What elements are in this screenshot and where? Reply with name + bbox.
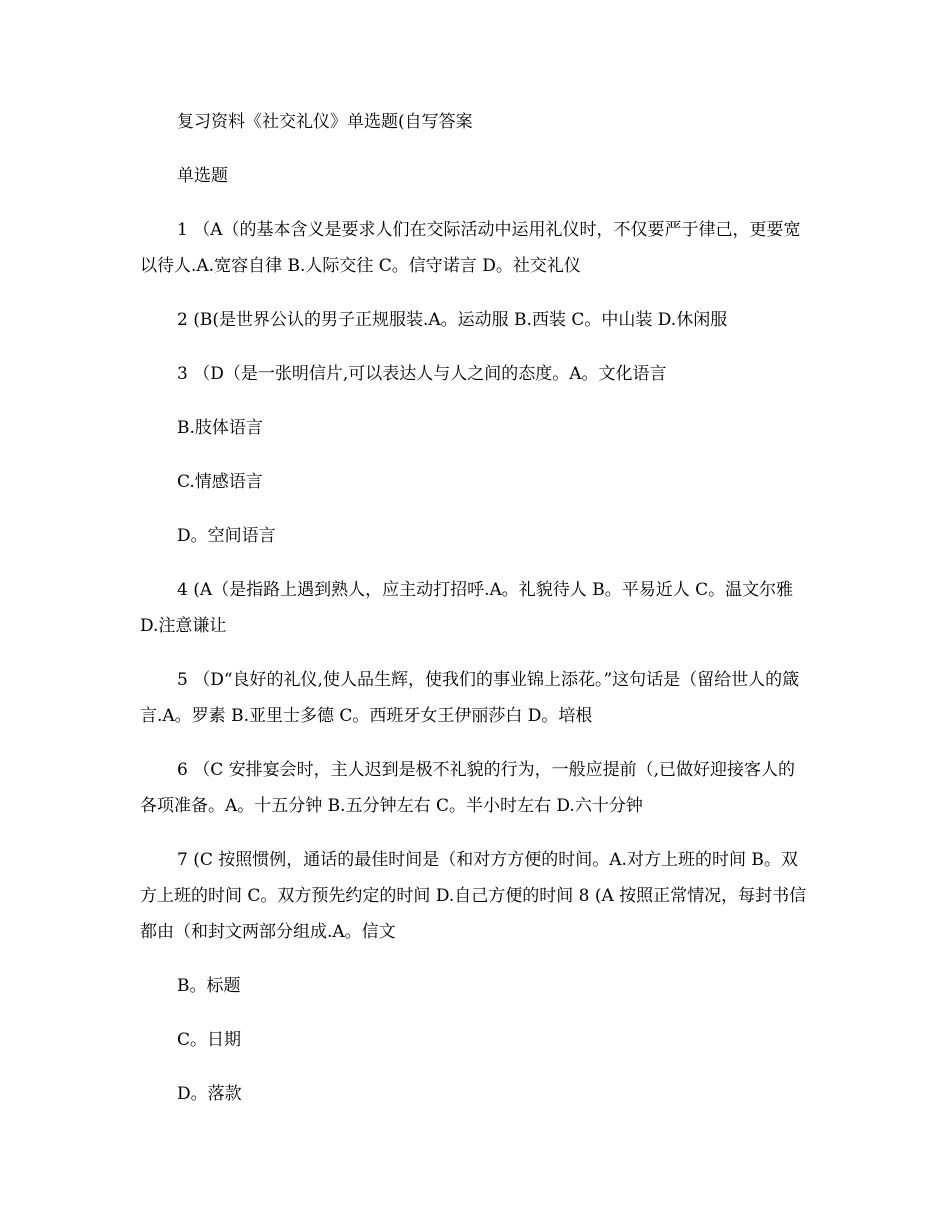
- question-5: 5 （D“良好的礼仪,使人品生辉，使我们的事业锦上添花。”这句话是（留给世人的箴言.A。罗素 B.亚里士多德 C。西班牙女王伊丽莎白 D。培根: [140, 670, 800, 726]
- question-7-8: 7 (C 按照惯例，通话的最佳时间是（和对方方便的时间。A.对方上班的时间 B。双方上班的时间 C。双方预先约定的时间 D.自己方便的时间 8 (A 按照正常情况，每封书信都由（和封文两部分组成.A。信文: [140, 850, 807, 942]
- question-1: 1 （A（的基本含义是要求人们在交际活动中运用礼仪时，不仅要严于律己，更要宽以待人.A.宽容自律 B.人际交往 C。信守诺言 D。社交礼仪: [140, 220, 801, 276]
- question-3: 3 （D（是一张明信片,可以表达人与人之间的态度。A。文化语言: [177, 364, 667, 384]
- question-8-option-d: D。落款: [177, 1084, 242, 1104]
- question-6: 6 （C 安排宴会时，主人迟到是极不礼貌的行为，一般应提前（,已做好迎接客人的各项准备。A。十五分钟 B.五分钟左右 C。半小时左右 D.六十分钟: [140, 760, 796, 816]
- question-2: 2 (B(是世界公认的男子正规服装.A。运动服 B.西装 C。中山装 D.休闲服: [177, 310, 728, 330]
- question-3-option-b: B.肢体语言: [177, 418, 263, 438]
- document-body: [140, 104, 812, 1130]
- question-8-option-b: B。标题: [177, 976, 241, 996]
- document-title: 复习资料《社交礼仪》单选题(自写答案: [177, 112, 473, 132]
- question-8-option-c: C。日期: [177, 1030, 242, 1050]
- section-heading: 单选题: [177, 166, 228, 186]
- question-3-option-d: D。空间语言: [177, 526, 276, 546]
- question-4: 4 (A（是指路上遇到熟人，应主动打招呼.A。礼貌待人 B。平易近人 C。温文尔雅 D.注意谦让: [140, 580, 794, 636]
- question-3-option-c: C.情感语言: [177, 472, 263, 492]
